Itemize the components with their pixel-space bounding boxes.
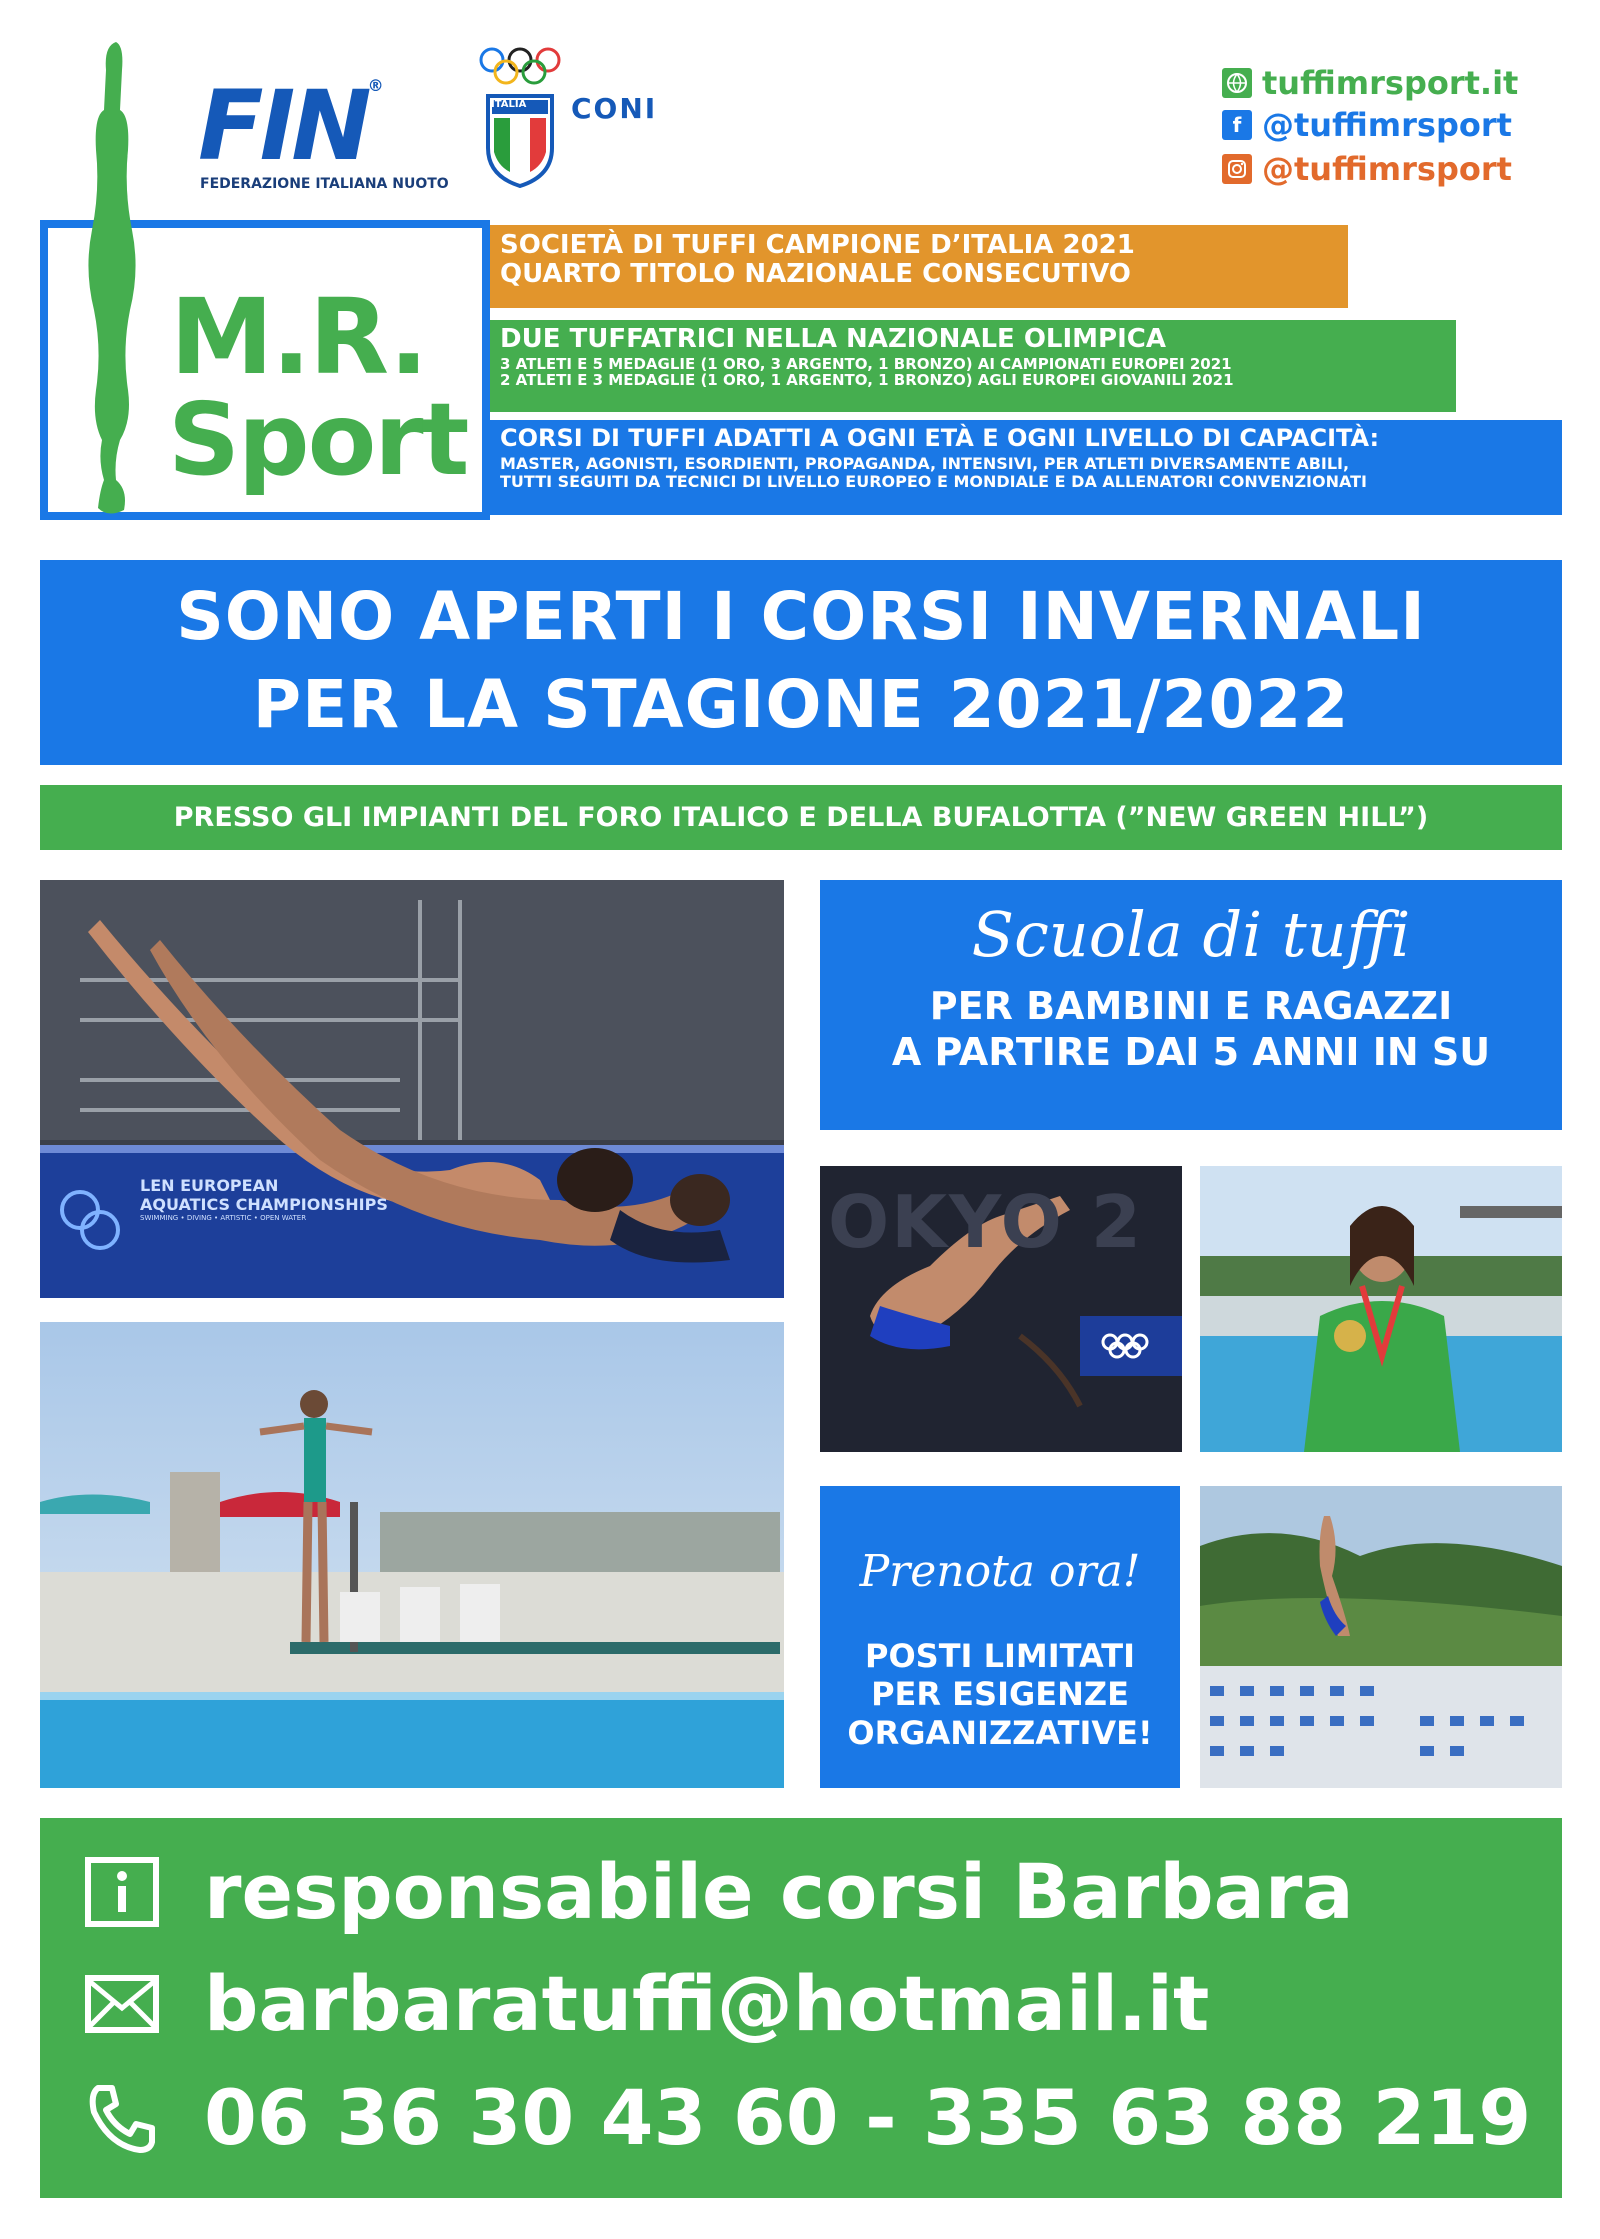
facebook-icon: f [1222, 110, 1252, 140]
fin-registered-mark: ® [367, 76, 380, 95]
contact-email-text: barbaratuffi@hotmail.it [204, 1959, 1210, 2048]
photo-child-diving-board [40, 1322, 784, 1788]
globe-icon [1222, 68, 1252, 98]
olympic-rings-icon [478, 46, 562, 86]
contact-phone-text: 06 36 30 43 60 - 335 63 88 219 [204, 2073, 1532, 2162]
scuola-block [820, 880, 1562, 1130]
photo-diver-stands [1200, 1486, 1562, 1788]
scuola-line1: PER BAMBINI E RAGAZZI [929, 984, 1453, 1029]
social-instagram[interactable] [1222, 150, 1562, 188]
prenota-line2: PER ESIGENZE [871, 1675, 1129, 1714]
social-facebook-text: @tuffimrsport [1262, 106, 1512, 144]
headline-line2: PER LA STAGIONE 2021/2022 [252, 666, 1350, 743]
fin-subtitle: FEDERAZIONE ITALIANA NUOTO [200, 176, 449, 192]
photo-athlete-medal [1200, 1166, 1562, 1452]
info-green-line2: 2 ATLETI E 3 MEDAGLIE (1 ORO, 1 ARGENTO, 1 BRONZO) AGLI EUROPEI GIOVANILI 2021 [500, 371, 1234, 390]
coni-label: CONI [571, 92, 658, 125]
len-banner-line2: AQUATICS CHAMPIONSHIPS [140, 1195, 388, 1215]
info-blue-line1: MASTER, AGONISTI, ESORDIENTI, PROPAGANDA, INTENSIVI, PER ATLETI DIVERSAMENTE ABILI, [500, 454, 1350, 474]
headline-subline: PRESSO GLI IMPIANTI DEL FORO ITALICO E DELLA BUFALOTTA (”NEW GREEN HILL”) [40, 785, 1562, 850]
info-green-block [490, 320, 1456, 412]
headline-banner [40, 560, 1562, 765]
headline-line1: SONO APERTI I CORSI INVERNALI [176, 578, 1426, 655]
social-website-text: tuffimrsport.it [1262, 64, 1519, 102]
prenota-title: Prenota ora! [859, 1546, 1141, 1597]
instagram-icon [1222, 154, 1252, 184]
info-blue-line2: TUTTI SEGUITI DA TECNICI DI LIVELLO EUROPEO E MONDIALE E DA ALLENATORI CONVENZIONATI [500, 471, 1367, 491]
info-orange-block [490, 225, 1348, 308]
info-blue-block [490, 420, 1562, 515]
scuola-line2: A PARTIRE DAI 5 ANNI IN SU [891, 1029, 1491, 1074]
info-green-title: DUE TUFFATRICI NELLA NAZIONALE OLIMPICA [500, 324, 1166, 354]
social-website[interactable] [1222, 64, 1562, 102]
len-banner-line1: LEN EUROPEAN [140, 1176, 279, 1195]
contacts-panel [40, 1818, 1562, 2198]
coni-shield-text: ITALIA [491, 99, 527, 110]
fin-logo-word: FIN [198, 70, 368, 182]
social-facebook[interactable] [1222, 106, 1562, 144]
info-orange-line1: SOCIETÀ DI TUFFI CAMPIONE D’ITALIA 2021 [500, 230, 1135, 260]
info-orange-line2: QUARTO TITOLO NAZIONALE CONSECUTIVO [500, 258, 1131, 289]
info-blue-title: CORSI DI TUFFI ADATTI A OGNI ETÀ E OGNI LIVELLO DI CAPACITÀ: [500, 424, 1380, 452]
social-instagram-text: @tuffimrsport [1262, 150, 1512, 188]
fin-logo [198, 70, 380, 182]
contact-responsabile-text: responsabile corsi Barbara [204, 1847, 1354, 1936]
len-banner [140, 1176, 388, 1223]
info-green-line1: 3 ATLETI E 5 MEDAGLIE (1 ORO, 3 ARGENTO, 1 BRONZO) AI CAMPIONATI EUROPEI 2021 [500, 354, 1232, 373]
prenota-block [820, 1486, 1180, 1788]
brand-line2: Sport [168, 381, 468, 498]
phone-icon [84, 2082, 160, 2154]
info-icon [84, 1856, 160, 1928]
prenota-line1: POSTI LIMITATI [865, 1637, 1135, 1675]
len-banner-line3: SWIMMING • DIVING • ARTISTIC • OPEN WATER [140, 1214, 307, 1223]
diver-silhouette-icon [58, 40, 168, 520]
scuola-title: Scuola di tuffi [971, 898, 1411, 971]
tokyo-wall-text: OKYO 2 [828, 1180, 1143, 1264]
photo-synchro-diving [40, 880, 784, 1298]
brand-line1: M.R. [170, 276, 427, 398]
prenota-line3: ORGANIZZATIVE! [847, 1713, 1153, 1752]
mail-icon [84, 1968, 160, 2040]
photo-tokyo-dive [820, 1166, 1182, 1452]
